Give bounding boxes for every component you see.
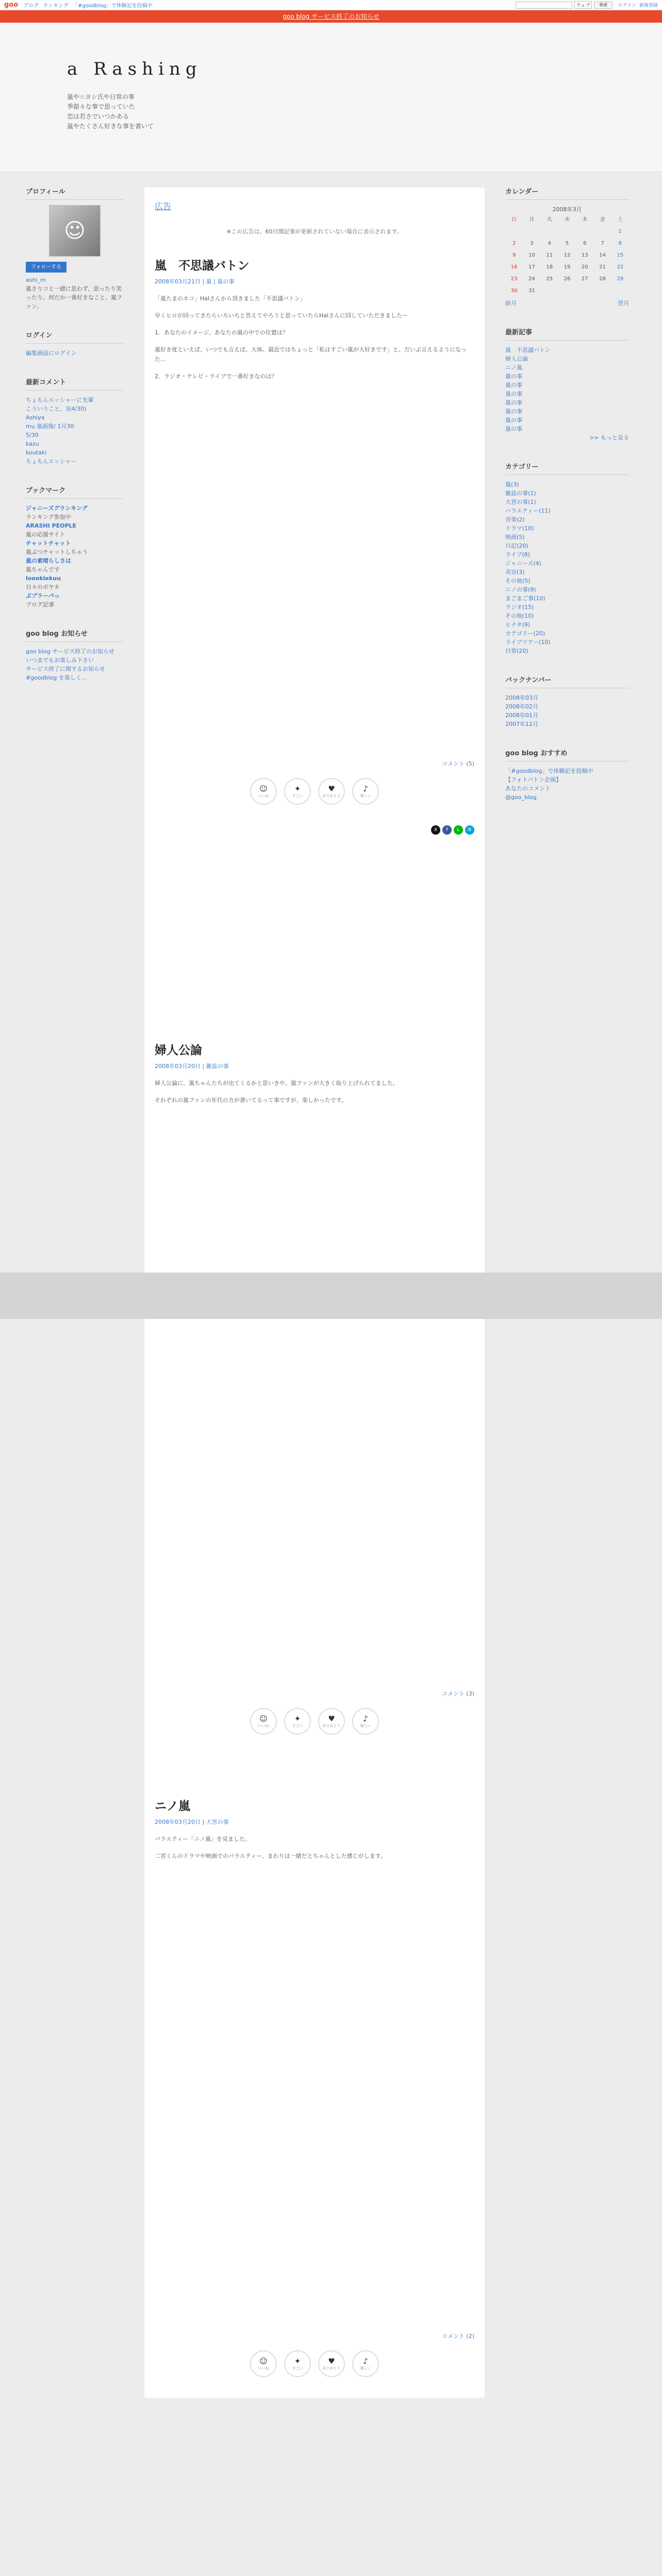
login-heading: ログイン <box>26 331 124 344</box>
follow-button[interactable]: フォローする <box>26 262 67 273</box>
calendar-heading: カレンダー <box>505 188 629 200</box>
react-fun[interactable]: ♪ 楽しい <box>352 2350 379 2377</box>
react-thanks[interactable]: ♥ ありがとう <box>318 1708 345 1735</box>
post <box>155 256 474 835</box>
bookmark-item[interactable]: loookiekuu <box>26 575 61 582</box>
profile-heading: プロフィール <box>26 188 124 200</box>
category-item[interactable]: ドラマ(10) <box>505 525 534 532</box>
category-item[interactable]: その他(10) <box>505 613 534 619</box>
latest-post-item[interactable]: 嵐の事 <box>505 408 522 415</box>
comment-item[interactable]: kazu <box>26 440 39 447</box>
react-great[interactable]: ✦ すごい <box>284 778 311 805</box>
react-great[interactable]: ✦ すごい <box>284 2350 311 2377</box>
blog-description: 嵐や☆ヨシ氏や日常の事 季節々な事で思っていた 恋は若さでいつかある 嵐やたくさん好きな事を書いて <box>67 93 154 130</box>
post-meta[interactable]: 2008年03月20日 | 雑誌の事 <box>155 1063 229 1070</box>
backnumber-item[interactable]: 2007年12月 <box>505 721 538 727</box>
goo-recommend-heading: goo blog おすすめ <box>505 749 629 761</box>
service-notice-banner[interactable]: goo blog サービス終了のお知らせ <box>0 10 662 23</box>
latest-post-item[interactable]: 嵐の事 <box>505 391 522 397</box>
goo-news-item[interactable]: サービス終了に関するお知らせ <box>26 666 105 672</box>
line-share-icon[interactable]: L <box>454 825 463 835</box>
top-link-blog[interactable]: ブログ <box>23 3 39 9</box>
login-edit-link[interactable]: 編集画面にログイン <box>26 350 77 357</box>
calendar-prev-link[interactable]: 前月 <box>505 300 517 307</box>
blog-header <box>0 23 662 172</box>
ad-notice: ※この広告は、60日間記事が更新されていない場合に表示されます。 <box>226 228 403 235</box>
search-box <box>516 1 613 9</box>
profile-name[interactable]: ashi_m <box>26 277 46 283</box>
category-item[interactable]: ニノの事(9) <box>505 586 536 593</box>
goo-news-item[interactable]: いつまでもお楽しみ下さい <box>26 657 94 664</box>
latest-posts-heading: 最新記事 <box>505 328 629 341</box>
bookmark-item[interactable]: ARASHI PEOPLE <box>26 522 77 529</box>
comment-item[interactable]: ちょちんエッシャー <box>26 458 77 465</box>
category-item[interactable]: ライブ(8) <box>505 551 530 558</box>
goo-recommend-item[interactable]: 【フォトバトン企画】 <box>505 776 562 783</box>
latest-post-item[interactable]: 嵐の事 <box>505 417 522 423</box>
profile-text: 嵐さりコと一緒に思わず、思ったり笑ったり。何だか一番好きなこと、嵐ファン。 <box>26 285 122 310</box>
category-item[interactable]: 日常(20) <box>505 648 528 654</box>
bookmark-item[interactable]: 嵐の素晴らしさは <box>26 557 71 564</box>
more-posts-link[interactable]: >> もっと見る <box>589 434 629 441</box>
comment-item[interactable]: 5/30 <box>26 432 39 438</box>
post-body: 婦人公論に、嵐ちゃんたちが出てくるかと思いきや、嵐ファンが大きく取り上げられてました。 それぞれの嵐ファンの年代の方が書いてるって事ですが、楽しかったです。 <box>155 1080 399 1104</box>
calendar-next-link[interactable]: 翌月 <box>618 300 629 307</box>
bookmark-desc: ブログ記事 <box>26 601 54 608</box>
react-fun[interactable]: ♪ 楽しい <box>352 1708 379 1735</box>
category-item[interactable]: 美容(3) <box>505 569 525 575</box>
latest-post-item[interactable]: 婦人公論 <box>505 355 528 362</box>
category-item[interactable]: 雑誌の事(1) <box>505 490 536 497</box>
bookmark-desc: 嵐ぶつチャットしちゃう <box>26 549 88 555</box>
bookmark-desc: 嵐ちゃんです <box>26 566 60 573</box>
latest-post-item[interactable]: 嵐の事 <box>505 399 522 406</box>
category-item[interactable]: その他(5) <box>505 578 531 584</box>
post-body: バラエティー「ニノ嵐」を見ました。 二宮くんのドラマや映画でのバラエティー、まわりは一緒だとちゃんとした感じがします。 <box>155 1836 386 1859</box>
category-item[interactable]: ライブツアー(10) <box>505 639 551 646</box>
bookmark-item[interactable]: チャットチャット <box>26 540 71 547</box>
search-input[interactable] <box>516 2 572 9</box>
recent-comments-heading: 最新コメント <box>26 378 124 391</box>
category-item[interactable]: ジャニーズ(4) <box>505 560 541 567</box>
category-item[interactable]: バラエティー(11) <box>505 507 551 514</box>
reaction-buttons <box>155 778 474 805</box>
backnumber-item[interactable]: 2008年02月 <box>505 703 538 710</box>
top-links <box>23 1 153 9</box>
latest-post-item[interactable]: ニノ嵐 <box>505 364 522 371</box>
react-like[interactable]: ☺ いいね <box>250 2350 277 2377</box>
login-link[interactable]: ログイン <box>618 3 636 8</box>
bookmark-desc: 日々のボヤキ <box>26 584 60 590</box>
calendar-month: 2008年3月 <box>552 206 582 213</box>
backnumber-item[interactable]: 2008年03月 <box>505 694 538 701</box>
blog-title[interactable]: a Rashing <box>67 59 202 79</box>
comment-item[interactable]: ちょちんエッシャーに先輩 <box>26 397 94 403</box>
category-item[interactable]: 日記(20) <box>505 543 528 549</box>
bookmark-desc: 嵐の応援サイト <box>26 531 65 538</box>
section-divider-band <box>0 1273 662 1319</box>
goo-recommend-item[interactable]: 「#goodblog」で体験記を投稿中 <box>505 768 593 774</box>
category-item[interactable]: 映画(5) <box>505 534 525 540</box>
post-meta[interactable]: 2008年03月21日 | 嵐 | 嵐の事 <box>155 278 235 285</box>
category-item[interactable]: 音楽(2) <box>505 516 525 523</box>
react-thanks[interactable]: ♥ ありがとう <box>318 2350 345 2377</box>
latest-post-item[interactable]: 嵐 不思議バトン <box>505 347 551 353</box>
category-item[interactable]: まごまご事(10) <box>505 595 545 602</box>
category-item[interactable]: 大宮の事(1) <box>505 499 536 505</box>
search-button[interactable]: 検索 <box>594 2 613 9</box>
latest-post-item[interactable]: 嵐の事 <box>505 426 522 432</box>
latest-post-item[interactable]: 嵐の事 <box>505 382 522 388</box>
goo-news-heading: goo blog お知らせ <box>26 630 124 642</box>
reaction-buttons <box>155 1708 474 1735</box>
react-fun[interactable]: ♪ 楽しい <box>352 778 379 805</box>
comment-item[interactable]: mu 嵐画像/ 1月30 <box>26 423 74 430</box>
share-buttons <box>155 825 474 835</box>
post-title[interactable]: 嵐 不思議バトン <box>155 259 250 273</box>
bookmark-item[interactable]: ジャニーズグランキング <box>26 505 88 512</box>
calendar: 日 月 火 水 木 金 土 1 2 3 4 5 6 7 8 9 10 11 12 13 14 15 16 17 18 19 20 21 22 23 24 25 26 27 28 29 30 31 <box>510 217 624 294</box>
facebook-share-icon[interactable]: f <box>442 825 452 835</box>
bookmark-desc: ランキング参加中 <box>26 514 71 520</box>
reaction-buttons <box>155 2350 474 2377</box>
react-like[interactable]: ☺ いいね <box>250 778 277 805</box>
goo-recommend-item[interactable]: @goo_blog <box>505 794 537 801</box>
hatena-share-icon[interactable]: B <box>465 825 474 835</box>
top-link-ranking[interactable]: ランキング <box>43 3 69 9</box>
goo-news-item[interactable]: goo blog サービス終了のお知らせ <box>26 648 114 655</box>
backnumber-item[interactable]: 2008年01月 <box>505 712 538 719</box>
category-heading: カテゴリー <box>505 463 629 475</box>
comment-item[interactable]: こういうこと。3(4/30) <box>26 405 87 412</box>
post <box>155 1797 474 2377</box>
comment-item[interactable]: Ashiya <box>26 414 45 421</box>
post-title[interactable]: 婦人公論 <box>155 1044 202 1057</box>
comment-item[interactable]: koutaki <box>26 449 47 456</box>
category-item[interactable]: カテゴリー(20) <box>505 630 545 637</box>
post-title[interactable]: ニノ嵐 <box>155 1800 190 1813</box>
bookmark-item[interactable]: ぷプラーパっ <box>26 592 60 599</box>
backnumber-heading: バックナンバー <box>505 676 629 688</box>
react-great[interactable]: ✦ すごい <box>284 1708 311 1735</box>
comment-link[interactable]: コメント (5) <box>441 760 474 767</box>
goo-logo[interactable]: goo <box>4 1 19 9</box>
comment-link[interactable]: コメント (2) <box>441 2333 474 2340</box>
search-select[interactable]: ウェブ <box>574 1 592 9</box>
goo-recommend-item[interactable]: あなたのコメント <box>505 785 551 792</box>
ad-link[interactable]: 広告 <box>155 201 172 211</box>
comment-link[interactable]: コメント (3) <box>441 1690 474 1697</box>
post-body: 「嵐たまのネコ」Halさんから頂きました「不思議バトン」 早くヒロが回ってきたらいろいろと答えてやろうと思っていたらHalさんに回していただきました〜 1．あなたのイメージ、あなたの嵐の中での位置は？ 嵐好き度といえば、いつでも言えば、大体。最近ではちょっと「私はすごい嵐が大好きです」と、だいぶ言えるようになった... 2．ラジオ・テレビ・ライブで一番好きなのは？ <box>155 295 467 380</box>
bookmark-heading: ブックマーク <box>26 486 124 499</box>
react-like[interactable]: ☺ いいね <box>250 1708 277 1735</box>
category-item[interactable]: ヒナタ(9) <box>505 621 531 628</box>
register-link[interactable]: 新規登録 <box>639 3 658 8</box>
top-bar <box>0 0 662 10</box>
react-thanks[interactable]: ♥ ありがとう <box>318 778 345 805</box>
post-meta[interactable]: 2008年03月20日 | 大宮の事 <box>155 1819 229 1825</box>
category-item[interactable]: 嵐(3) <box>505 481 519 488</box>
goo-news-item[interactable]: #goodblog を楽しく... <box>26 674 87 681</box>
category-item[interactable]: ラジオ(15) <box>505 604 534 611</box>
post <box>155 1041 474 1735</box>
latest-post-item[interactable]: 嵐の事 <box>505 373 522 380</box>
profile-avatar: ☺ <box>49 205 101 257</box>
x-share-icon[interactable]: X <box>431 825 440 835</box>
top-link-goodblog[interactable]: 「#goodblog」で体験記を投稿中 <box>72 3 153 9</box>
